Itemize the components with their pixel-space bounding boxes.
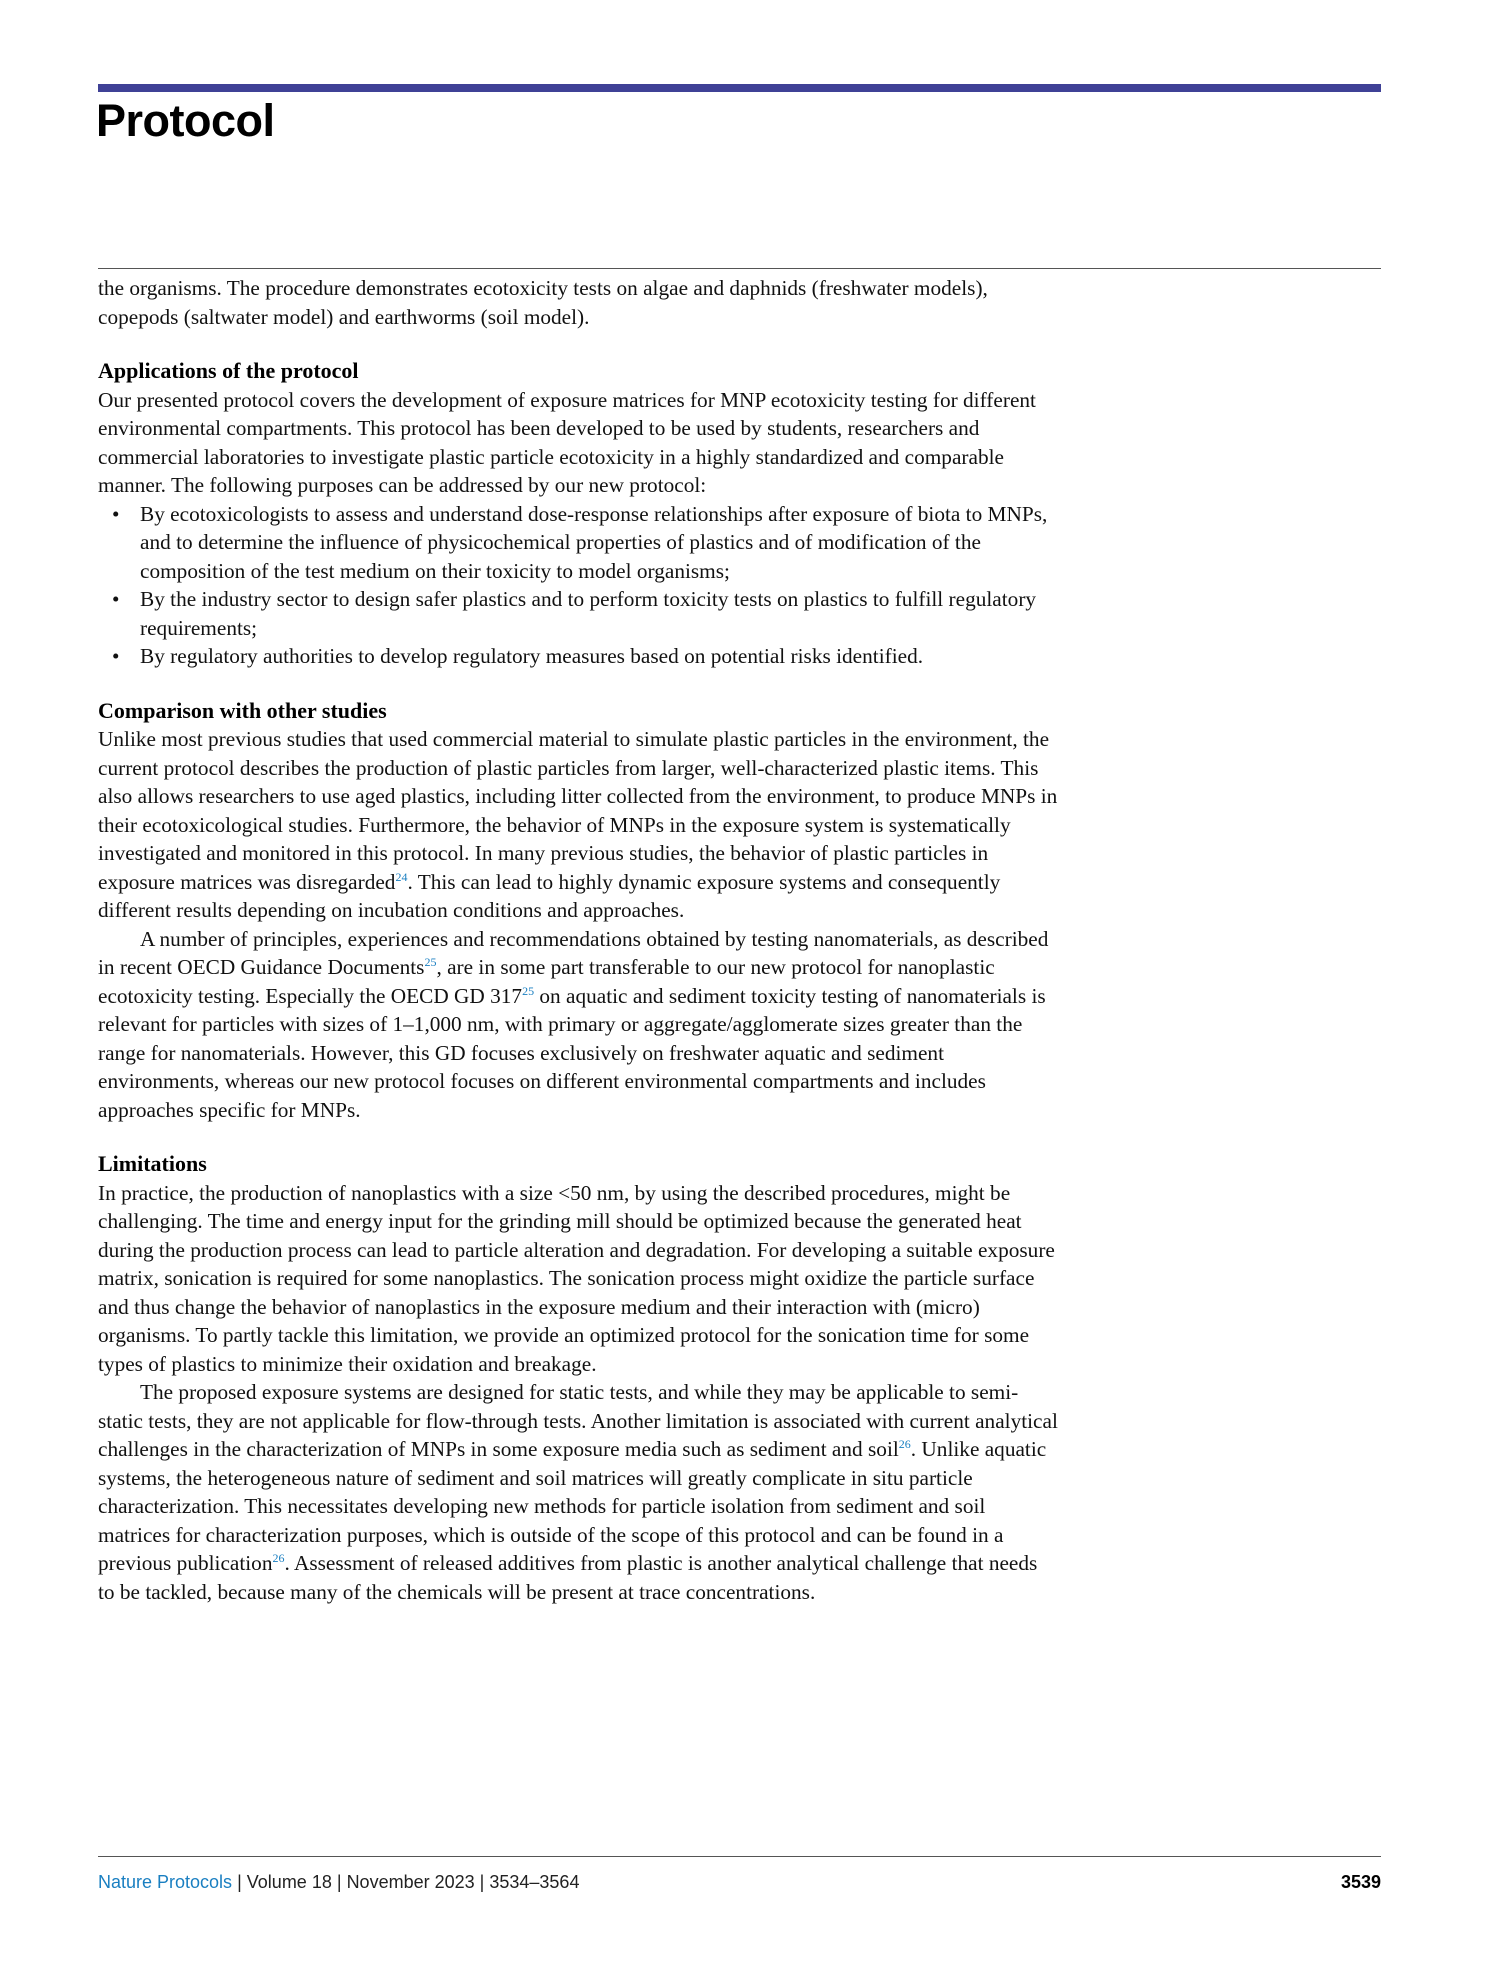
- list-item: • By ecotoxicologists to assess and understand dose-response relationships after exposure of biota to MNPs, and to determine the influence of physicochemical properties of plastics and of modification of the composition of the test medium on their toxicity to model organisms;: [98, 500, 1058, 586]
- issue-date: November 2023: [346, 1872, 475, 1892]
- text-run: . Assessment of released additives from plastic is another analytical challenge that needs to be tackled, because many of the chemicals will be present at trace concentrations.: [98, 1551, 1038, 1604]
- text-run: Unlike most previous studies that used commercial material to simulate plastic particles in the environment, the current protocol describes the production of plastic particles from larger, well-characterized plastic items. This also allows researchers to use aged plastics, including litter collected from the environment, to produce MNPs in their ecotoxicological studies. Furthermore, the behavior of MNPs in the exposure system is systematically investigated and monitored in this protocol. In many previous studies, the behavior of plastic particles in exposure matrices was disregarded: [98, 727, 1058, 894]
- applications-paragraph: Our presented protocol covers the development of exposure matrices for MNP ecotoxicity testing for different environmental compartments. This protocol has been developed to be used by students, researchers and commercial laboratories to investigate plastic particle ecotoxicity in a highly standardized and comparable manner. The following purposes can be addressed by our new protocol:: [98, 387, 1036, 497]
- page-range: 3534–3564: [489, 1872, 580, 1892]
- volume: Volume 18: [246, 1872, 332, 1892]
- separator: |: [336, 1872, 342, 1892]
- section-heading-limitations: Limitations: [98, 1151, 207, 1176]
- comparison-paragraph-1: [98, 725, 1058, 925]
- page-number: 3539: [1340, 1872, 1381, 1892]
- separator: |: [237, 1872, 242, 1892]
- citation-link[interactable]: 26: [272, 1550, 285, 1565]
- citation-link[interactable]: 24: [395, 869, 408, 884]
- limitations-paragraph-2: [98, 1378, 1058, 1606]
- section-heading-comparison: Comparison with other studies: [98, 697, 387, 723]
- header-divider: [98, 268, 1381, 269]
- list-item: • By the industry sector to design safer plastics and to perform toxicity tests on plastics to fulfill regulatory requirements;: [98, 585, 1058, 642]
- text-run: A number of principles, experiences and recommendations obtained by testing nanomaterials, as described in recent OECD Guidance Documents: [98, 926, 1049, 979]
- page-title: Protocol: [96, 95, 275, 146]
- journal-link[interactable]: Nature Protocols: [98, 1872, 233, 1892]
- footer-citation: [98, 1872, 579, 1893]
- section-heading-applications: Applications of the protocol: [98, 358, 359, 383]
- limitations-paragraph-1: In practice, the production of nanoplastics with a size <50 nm, by using the described procedures, might be challenging. The time and energy input for the grinding mill should be optimized because the generated heat during the production process can lead to particle alteration and degradation. For developing a suitable exposure matrix, sonication is required for some nanoplastics. The sonication process might oxidize the particle surface and thus change the behavior of nanoplastics in the exposure medium and their interaction with (micro) organisms. To partly tackle this limitation, we provide an optimized protocol for the sonication time for some types of plastics to minimize their oxidation and breakage.: [98, 1180, 1055, 1376]
- text-run: . This can lead to highly dynamic exposure systems and consequently different results depending on incubation conditions and approaches.: [98, 869, 1001, 922]
- text-run: . Unlike aquatic systems, the heterogeneous nature of sediment and soil matrices will greatly complicate in situ particle characterization. This necessitates developing new methods for particle isolation from sediment and soil matrices for characterization purposes, which is outside of the scope of this protocol and can be found in a previous publication: [98, 1437, 1047, 1575]
- citation-link[interactable]: 25: [424, 954, 437, 969]
- citation-link[interactable]: 25: [522, 983, 535, 998]
- intro-paragraph: the organisms. The procedure demonstrates ecotoxicity tests on algae and daphnids (freshwater models), copepods (saltwater model) and earthworms (soil model).: [98, 276, 988, 329]
- article-body: [98, 274, 1058, 1606]
- text-run: on aquatic and sediment toxicity testing of nanomaterials is relevant for particles with sizes of 1–1,000 nm, with primary or aggregate/agglomerate sizes greater than the range for nanomaterials. However, this GD focuses exclusively on freshwater aquatic and sediment environments, whereas our new protocol focuses on different environmental compartments and includes approaches specific for MNPs.: [98, 983, 1046, 1122]
- text-run: , are in some part transferable to our new protocol for nanoplastic ecotoxicity testing. Especially the OECD GD 317: [98, 955, 995, 1008]
- applications-list: [98, 500, 1058, 671]
- header-accent-bar: [98, 84, 1381, 92]
- separator: |: [479, 1872, 485, 1892]
- text-run: The proposed exposure systems are designed for static tests, and while they may be applicable to semi-static tests, they are not applicable for flow-through tests. Another limitation is associated with current analytical challenges in the characterization of MNPs in some exposure media such as sediment and soil: [98, 1380, 1058, 1461]
- citation-link[interactable]: 26: [898, 1436, 911, 1451]
- comparison-paragraph-2: [98, 925, 1058, 1125]
- footer-divider: [98, 1856, 1381, 1857]
- list-item: • By regulatory authorities to develop regulatory measures based on potential risks identified.: [98, 642, 1058, 671]
